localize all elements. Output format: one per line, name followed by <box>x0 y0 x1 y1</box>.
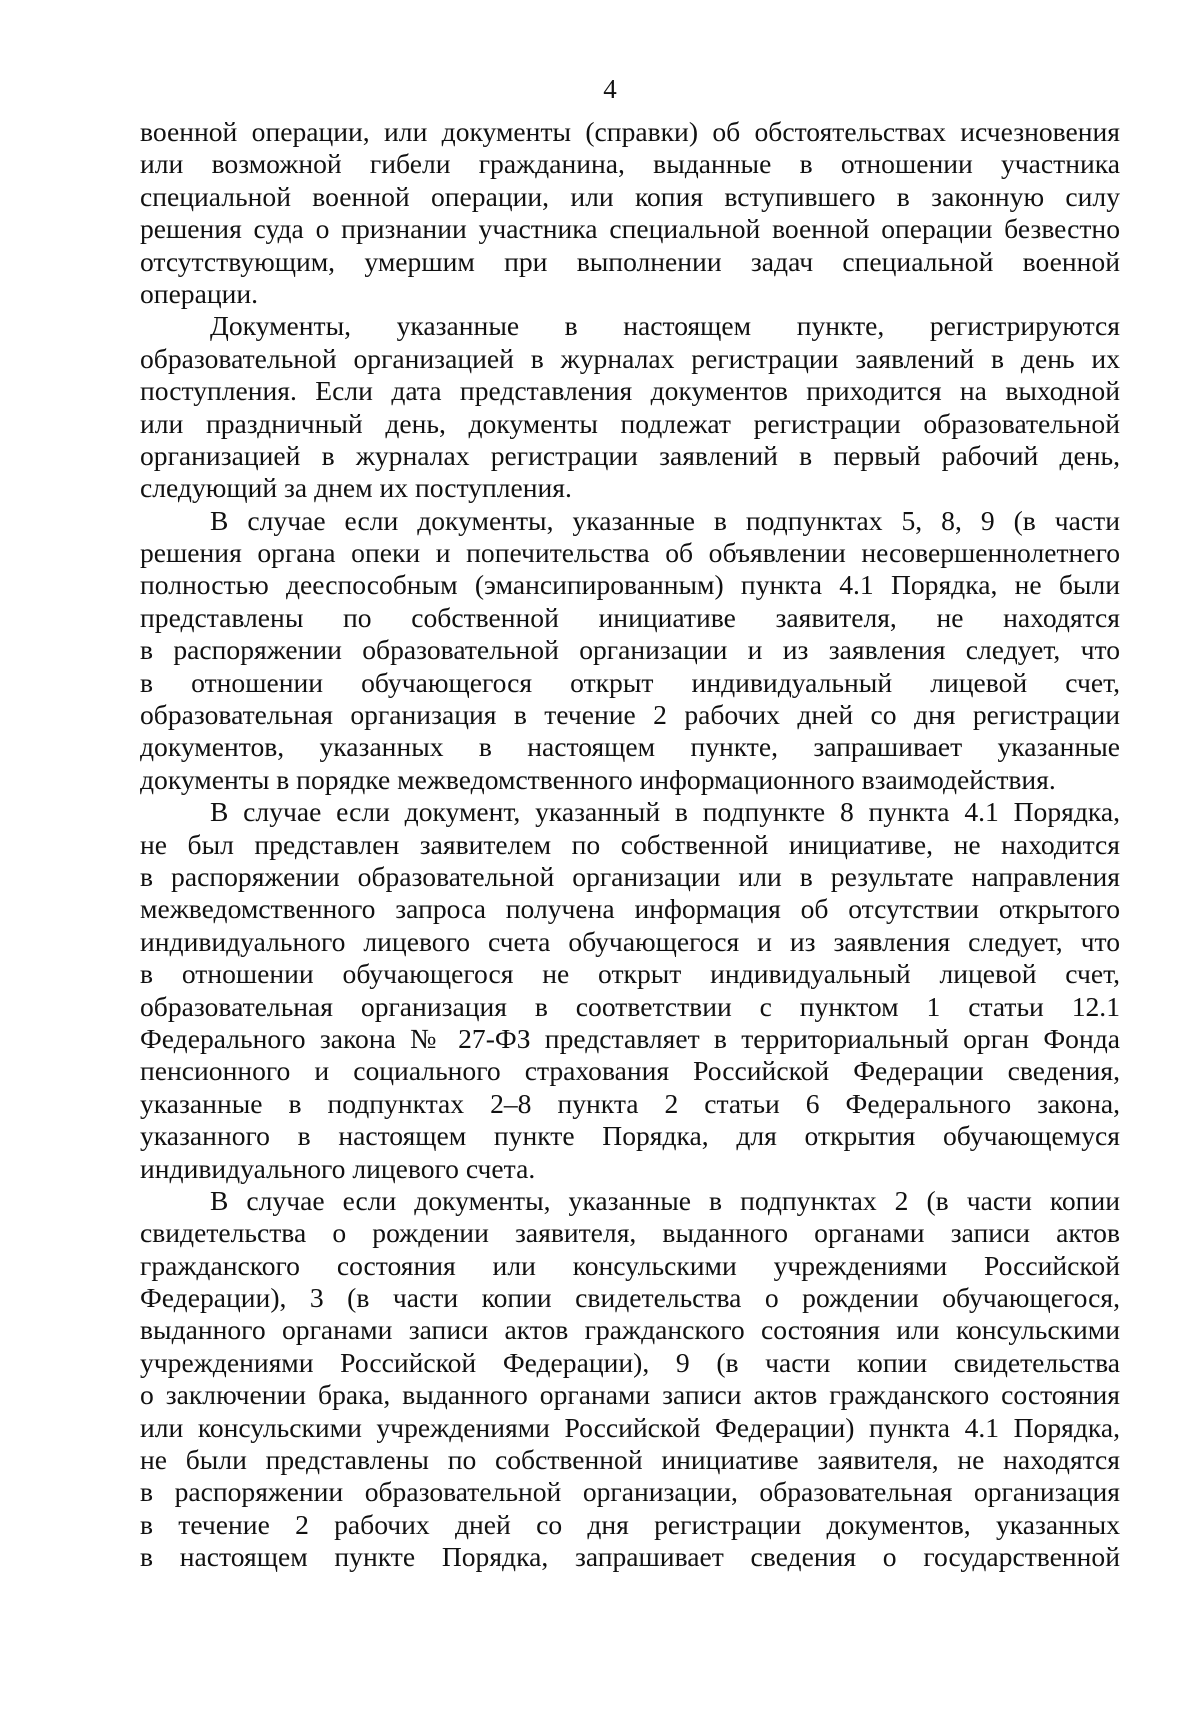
text-line: указанного в настоящем пункте Порядка, для открытия обучающемуся <box>140 1120 1120 1152</box>
text-line: или возможной гибели гражданина, выданные в отношении участника <box>140 148 1120 180</box>
text-line: Федерации), 3 (в части копии свидетельства о рождении обучающегося, <box>140 1282 1120 1314</box>
text-line: учреждениями Российской Федерации), 9 (в части копии свидетельства <box>140 1346 1120 1378</box>
paragraph-first-line: В случае если документы, указанные в подпунктах 5, 8, 9 (в части <box>210 504 1120 536</box>
document-body <box>140 116 1120 1574</box>
text-line: выданного органами записи актов гражданского состояния или консульскими <box>140 1314 1120 1346</box>
text-line: в распоряжении образовательной организации и из заявления следует, что <box>140 634 1120 666</box>
text-line: специальной военной операции, или копия вступившего в законную силу <box>140 180 1120 212</box>
text-line: документов, указанных в настоящем пункте, запрашивает указанные <box>140 731 1120 763</box>
text-line: межведомственного запроса получена информация об отсутствии открытого <box>140 893 1120 925</box>
text-line: в распоряжении образовательной организации, образовательная организация <box>140 1476 1120 1508</box>
text-line: в распоряжении образовательной организации или в результате направления <box>140 860 1120 892</box>
text-line: не был представлен заявителем по собственной инициативе, не находится <box>140 828 1120 860</box>
text-line: решения суда о признании участника специальной военной операции безвестно <box>140 213 1120 245</box>
text-line: или консульскими учреждениями Российской Федерации) пункта 4.1 Порядка, <box>140 1411 1120 1443</box>
text-line: в настоящем пункте Порядка, запрашивает сведения о государственной <box>140 1541 1120 1573</box>
text-line: полностью дееспособным (эмансипированным) пункта 4.1 Порядка, не были <box>140 569 1120 601</box>
text-line: военной операции, или документы (справки) об обстоятельствах исчезновения <box>140 116 1120 147</box>
text-line: образовательной организацией в журналах регистрации заявлений в день их <box>140 342 1120 374</box>
text-line: в отношении обучающегося не открыт индивидуальный лицевой счет, <box>140 958 1120 990</box>
paragraph-first-line: Документы, указанные в настоящем пункте, регистрируются <box>210 310 1120 342</box>
text-line: не были представлены по собственной инициативе заявителя, не находятся <box>140 1444 1120 1476</box>
text-line: свидетельства о рождении заявителя, выданного органами записи актов <box>140 1217 1120 1249</box>
text-line: операции. <box>140 277 259 309</box>
text-line: организацией в журналах регистрации заявлений в первый рабочий день, <box>140 439 1120 471</box>
text-line: представлены по собственной инициативе заявителя, не находятся <box>140 601 1120 633</box>
page-number: 4 <box>603 74 617 104</box>
text-line: образовательная организация в течение 2 рабочих дней со дня регистрации <box>140 699 1120 731</box>
text-line: или праздничный день, документы подлежат регистрации образовательной <box>140 407 1120 439</box>
text-line: пенсионного и социального страхования Российской Федерации сведения, <box>140 1055 1120 1087</box>
text-line: в отношении обучающегося открыт индивидуальный лицевой счет, <box>140 666 1120 698</box>
text-line: документы в порядке межведомственного информационного взаимодействия. <box>140 763 1056 795</box>
text-line: следующий за днем их поступления. <box>140 472 572 504</box>
text-line: Федерального закона № 27-ФЗ представляет в территориальный орган Фонда <box>140 1022 1120 1054</box>
text-line: указанные в подпунктах 2–8 пункта 2 статьи 6 Федерального закона, <box>140 1087 1120 1119</box>
text-line: отсутствующим, умершим при выполнении задач специальной военной <box>140 245 1120 277</box>
paragraph-first-line: В случае если документ, указанный в подпункте 8 пункта 4.1 Порядка, <box>210 796 1120 828</box>
text-line: индивидуального лицевого счета. <box>140 1152 536 1184</box>
text-line: гражданского состояния или консульскими учреждениями Российской <box>140 1249 1120 1281</box>
text-line: решения органа опеки и попечительства об объявлении несовершеннолетнего <box>140 537 1120 569</box>
paragraph-first-line: В случае если документы, указанные в подпунктах 2 (в части копии <box>210 1184 1120 1216</box>
text-line: о заключении брака, выданного органами записи актов гражданского состояния <box>140 1379 1120 1411</box>
text-line: в течение 2 рабочих дней со дня регистрации документов, указанных <box>140 1508 1120 1540</box>
text-line: образовательная организация в соответствии с пунктом 1 статьи 12.1 <box>140 990 1120 1022</box>
text-line: индивидуального лицевого счета обучающегося и из заявления следует, что <box>140 925 1120 957</box>
text-line: поступления. Если дата представления документов приходится на выходной <box>140 375 1120 407</box>
